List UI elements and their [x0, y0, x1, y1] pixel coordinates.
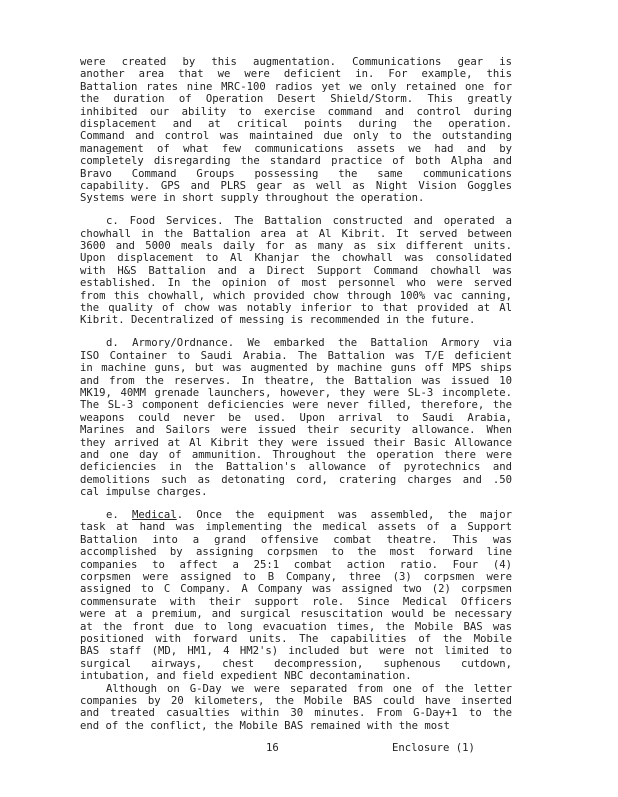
text-line: assigned to C Company. A Company was assigned two (2) corpsmen — [80, 583, 512, 596]
text-line: Command and control was maintained due only to the outstanding — [80, 130, 512, 143]
text-line: they arrived at Al Kibrit they were issued their Basic Allowance — [80, 436, 512, 449]
text-line: companies by 20 kilometers, the Mobile BAS could have inserted — [80, 694, 512, 707]
line-text: . Once the equipment was assembled, the major — [176, 509, 512, 522]
text-line — [80, 509, 512, 521]
text-line: c. Food Services. The Battalion constructed and operated a — [106, 215, 512, 228]
text-line: chowhall in the Battalion area at Al Kibrit. It served between — [80, 227, 512, 240]
paragraph — [80, 215, 512, 327]
page-number: 16 — [266, 742, 279, 754]
text-line: corpsmen were assigned to B Company, three (3) corpsmen were — [80, 571, 512, 584]
text-line: 3600 and 5000 meals daily for as many as six different units. — [80, 240, 512, 253]
text-line: positioned with forward units. The capabilities of the Mobile — [80, 632, 512, 645]
text-line: cal impulse charges. — [80, 486, 208, 499]
document-body — [80, 56, 512, 743]
text-line: at the front due to long evacuation times, the Mobile BAS was — [80, 620, 512, 633]
text-line: Marines and Sailors were issued their security allowance. When — [80, 424, 512, 437]
text-line: Although on G-Day we were separated from one of the letter — [106, 682, 512, 695]
text-line: completely disregarding the standard practice of both Alpha and — [80, 155, 512, 168]
text-line: d. Armory/Ordnance. We embarked the Battalion Armory via — [106, 337, 512, 350]
text-line: Battalion rates nine MRC-100 radios yet we only retained one for — [80, 80, 512, 93]
text-line: intubation, and field expedient NBC decontamination. — [80, 670, 412, 683]
section-heading: Medical — [132, 509, 177, 522]
text-line: The SL-3 component deficiencies were never filled, therefore, the — [80, 399, 512, 412]
paragraph — [80, 337, 512, 498]
text-line: from this chowhall, which provided chow through 100% vac canning, — [80, 289, 512, 302]
text-line: the quality of chow was notably inferior to that provided at Al — [80, 302, 512, 315]
text-line: demolitions such as detonating cord, cratering charges and .50 — [80, 473, 512, 486]
paragraph — [80, 509, 512, 682]
text-line: surgical airways, chest decompression, suphenous cutdown, — [80, 657, 512, 670]
section-letter: e. — [106, 509, 119, 522]
text-line: inhibited our ability to exercise command and control during — [80, 105, 512, 118]
text-line: Kibrit. Decentralized of messing is recommended in the future. — [80, 314, 476, 327]
text-line: displacement and at critical points during the operation. — [80, 117, 512, 130]
text-line: management of what few communications assets we had and by — [80, 142, 512, 155]
text-line: and treated casualties within 30 minutes. From G-Day+1 to the — [80, 707, 512, 720]
text-line: commensurate with their support role. Since Medical Officers — [80, 595, 512, 608]
paragraph — [80, 56, 512, 205]
text-line: established. In the opinion of most personnel who were served — [80, 277, 512, 290]
text-line: and one day of ammunition. Throughout the operation there were — [80, 448, 512, 461]
text-line: BAS staff (MD, HM1, 4 HM2's) included but were not limited to — [80, 645, 512, 658]
text-line: Battalion into a grand offensive combat theatre. This was — [80, 533, 512, 546]
text-line: task at hand was implementing the medical assets of a Support — [80, 521, 512, 534]
text-line: end of the conflict, the Mobile BAS remained with the most — [80, 719, 450, 732]
text-line: another area that we were deficient in. For example, this — [80, 68, 512, 81]
text-line: and from the reserves. In theatre, the Battalion was issued 10 — [80, 374, 512, 387]
text-line: the duration of Operation Desert Shield/Storm. This greatly — [80, 93, 512, 106]
text-line: MK19, 40MM grenade launchers, however, they were SL-3 incomplete. — [80, 386, 512, 399]
text-line: weapons could never be used. Upon arrival to Saudi Arabia, — [80, 411, 512, 424]
text-line: Bravo Command Groups possessing the same communications — [80, 167, 512, 180]
text-line: were created by this augmentation. Communications gear is — [80, 56, 512, 68]
text-line: Systems were in short supply throughout the operation. — [80, 192, 425, 205]
enclosure-label: Enclosure (1) — [392, 742, 475, 754]
text-line: with H&S Battalion and a Direct Support Command chowhall was — [80, 264, 512, 277]
text-line: Upon displacement to Al Khanjar the chowhall was consolidated — [80, 252, 512, 265]
text-line: were at a premium, and surgical resuscitation would be necessary — [80, 608, 512, 621]
text-line: capability. GPS and PLRS gear as well as Night Vision Goggles — [80, 179, 512, 192]
text-line: in machine guns, but was augmented by machine guns off MPS ships — [80, 362, 512, 375]
text-line: ISO Container to Saudi Arabia. The Battalion was T/E deficient — [80, 349, 512, 362]
text-line: deficiencies in the Battalion's allowance of pyrotechnics and — [80, 461, 512, 474]
text-line: companies to affect a 25:1 combat action ratio. Four (4) — [80, 558, 512, 571]
paragraph — [80, 683, 512, 733]
text-line: accomplished by assigning corpsmen to the most forward line — [80, 546, 512, 559]
